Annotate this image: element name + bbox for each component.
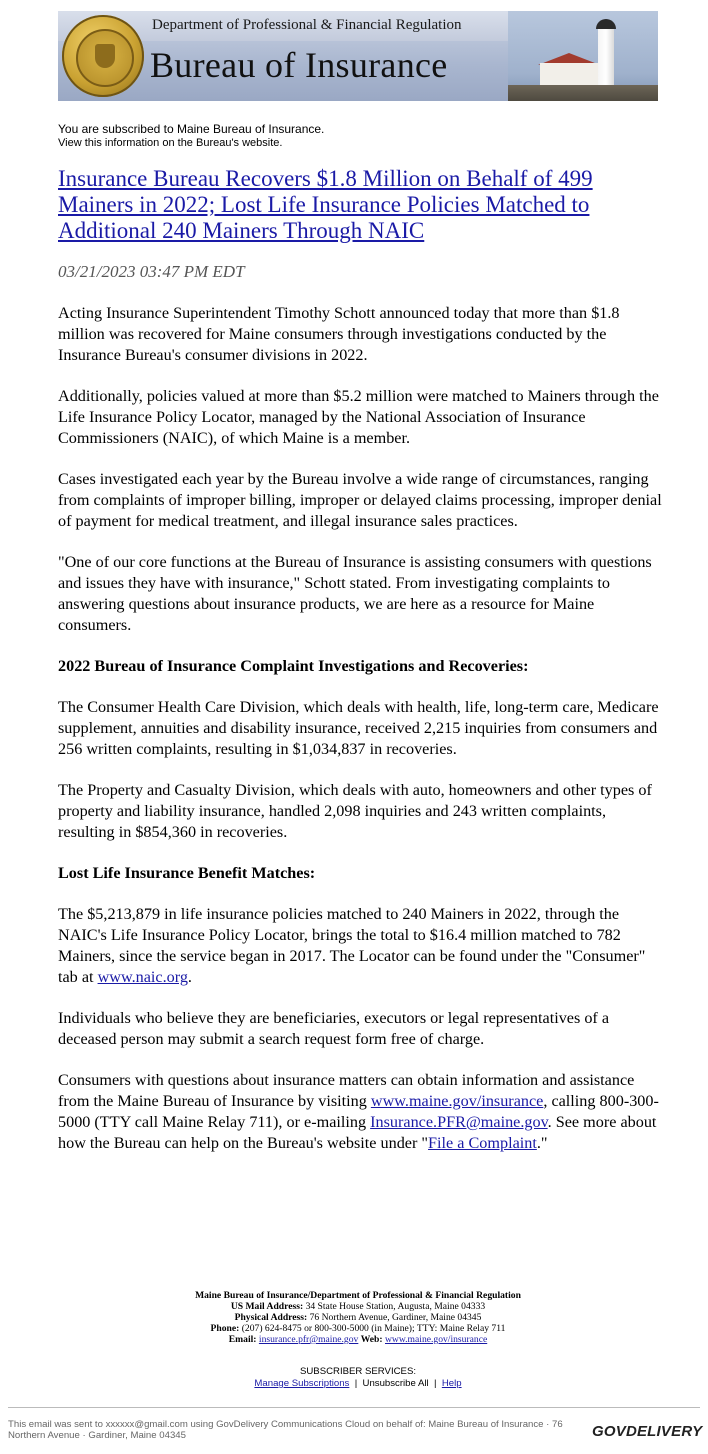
manage-subscriptions-link[interactable]: Manage Subscriptions xyxy=(254,1378,350,1389)
lighthouse-image xyxy=(508,11,658,101)
paragraph: "One of our core functions at the Bureau of Insurance is assisting consumers with questions and issues they have with insurance," Schott stated. From investigating complaints to answering questions about insurance products, we are here as a resource for Maine consumers. xyxy=(58,553,652,634)
footer-web-link[interactable]: www.maine.gov/insurance xyxy=(385,1334,488,1345)
separator: | xyxy=(354,1378,358,1389)
web-label: Web: xyxy=(360,1334,383,1345)
separator: | xyxy=(434,1378,437,1389)
paragraph xyxy=(58,904,662,988)
paragraph: Additionally, policies valued at more than $5.2 million were matched to Mainers through the Life Insurance Policy Locator, managed by the National Association of Insurance Commissioners (NAIC), of which Maine is a member. xyxy=(58,387,659,447)
subscription-line: You are subscribed to Maine Bureau of Insurance. xyxy=(58,122,325,136)
paragraph: Individuals who believe they are beneficiaries, executors or legal representatives of a deceased person may submit a search request form free of charge. xyxy=(58,1009,610,1048)
paragraph: The Property and Casualty Division, which deals with auto, homeowners and other types of property and liability insurance, handled 2,098 inquiries and 243 written complaints, resulting in $854,360 in recoveries. xyxy=(58,781,652,841)
paragraph: The Consumer Health Care Division, which deals with health, life, long-term care, Medicare supplement, annuities and disability insurance, received 2,215 inquiries from consumers and 256 written complaints, resulting in $1,034,837 in recoveries. xyxy=(58,698,659,758)
subscriber-services xyxy=(58,1366,658,1390)
article-headline-link[interactable]: Insurance Bureau Recovers $1.8 Million on Behalf of 499 Mainers in 2022; Lost Life Insurance Policies Matched to Additional 240 Mainers Through NAIC xyxy=(58,166,593,243)
sent-notice: This email was sent to xxxxxx@gmail.com using GovDelivery Communications Cloud on behalf of: Maine Bureau of Insurance · 76 Northern Avenue · Gardiner, Maine 04345 xyxy=(8,1419,563,1441)
footer-divider xyxy=(8,1407,700,1408)
govdelivery-logo: GOVDELIVERY xyxy=(592,1423,703,1440)
department-name: Department of Professional & Financial Regulation xyxy=(152,17,462,33)
paragraph-text: . See more about how the Bureau can help on the Bureau's website under " xyxy=(58,1113,657,1152)
article-date: 03/21/2023 03:47 PM EDT xyxy=(58,262,245,281)
paragraph-text: ." xyxy=(536,1134,548,1152)
article-body xyxy=(58,303,662,1174)
contact-footer xyxy=(58,1290,658,1345)
phone-label: Phone: xyxy=(210,1323,240,1334)
state-seal-icon xyxy=(62,15,144,97)
services-title: SUBSCRIBER SERVICES: xyxy=(299,1366,417,1377)
bureau-name: Bureau of Insurance xyxy=(150,45,448,85)
paragraph-text: , calling 800-300-5000 (TTY call Maine Relay 711), or e-mailing xyxy=(58,1092,659,1131)
mail-address: 34 State House Station, Augusta, Maine 04333 xyxy=(305,1301,486,1312)
paragraph-text: . xyxy=(187,968,192,986)
paragraph: Acting Insurance Superintendent Timothy Schott announced today that more than $1.8 million was recovered for Maine consumers through investigations conducted by the Insurance Bureau's consumer divisions in 2022. xyxy=(58,304,620,364)
email-link[interactable]: Insurance.PFR@maine.gov xyxy=(370,1113,548,1131)
paragraph-text: The $5,213,879 in life insurance policies matched to 240 Mainers in 2022, through the NAIC's Life Insurance Policy Locator, brings the total to $16.4 million matched to 782 Mainers, since the service began in 2017. The Locator can be found under the "Consumer" tab at xyxy=(58,905,646,986)
maine-insurance-link[interactable]: www.maine.gov/insurance xyxy=(370,1092,544,1110)
paragraph-text: Consumers with questions about insurance matters can obtain information and assistance from the Maine Bureau of Insurance by visiting xyxy=(58,1071,635,1110)
footer-org: Maine Bureau of Insurance/Department of Professional & Financial Regulation xyxy=(195,1290,521,1301)
subscription-notice xyxy=(58,122,324,150)
mail-label: US Mail Address: xyxy=(230,1301,304,1312)
paragraph xyxy=(58,1070,662,1154)
unsubscribe-all-link[interactable]: Unsubscribe All xyxy=(362,1378,429,1389)
physical-address: 76 Northern Avenue, Gardiner, Maine 04345 xyxy=(309,1312,482,1323)
section-heading: 2022 Bureau of Insurance Complaint Investigations and Recoveries: xyxy=(58,657,529,675)
physical-label: Physical Address: xyxy=(234,1312,308,1323)
naic-link[interactable]: www.naic.org xyxy=(97,968,188,986)
phone-number: (207) 624-8475 or 800-300-5000 (in Maine); TTY: Maine Relay 711 xyxy=(241,1323,506,1334)
footer-email-link[interactable]: insurance.pfr@maine.gov xyxy=(258,1334,359,1345)
section-heading: Lost Life Insurance Benefit Matches: xyxy=(58,864,316,882)
file-complaint-link[interactable]: File a Complaint xyxy=(428,1134,537,1152)
email-label: Email: xyxy=(228,1334,257,1345)
website-link[interactable]: View this information on the Bureau's website. xyxy=(58,137,283,149)
paragraph: Cases investigated each year by the Bureau involve a wide range of circumstances, ranging from complaints of improper billing, improper or delayed claims processing, improper denial of payment for medical treatment, and illegal insurance sales practices. xyxy=(58,470,662,530)
help-link[interactable]: Help xyxy=(441,1378,462,1389)
header-banner xyxy=(58,11,658,101)
